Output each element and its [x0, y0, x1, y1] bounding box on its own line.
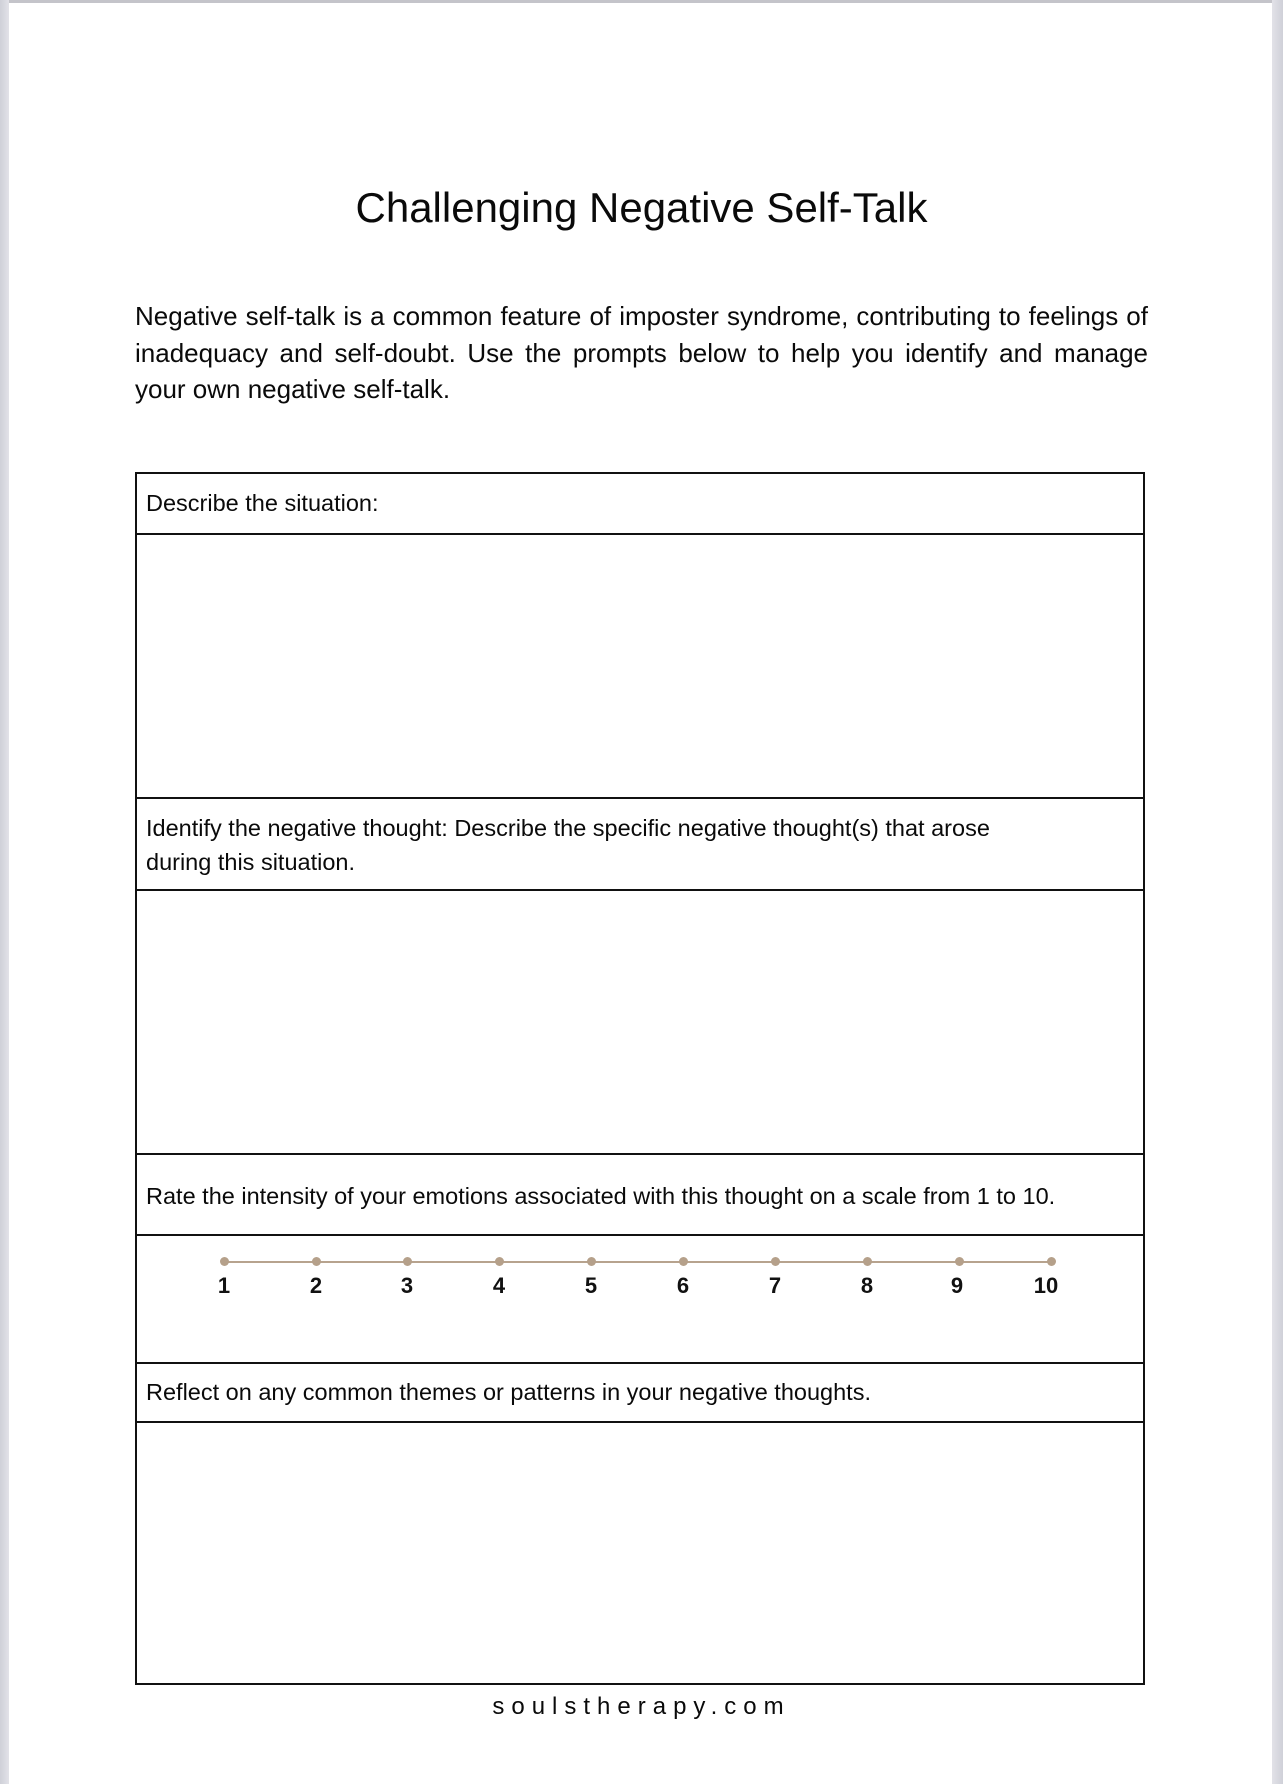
scale-point-10[interactable]: [1047, 1257, 1056, 1266]
scale-point-9[interactable]: [955, 1257, 964, 1266]
answer-field-negative-thought[interactable]: [137, 891, 1143, 1155]
prompt-label-line2: during this situation.: [146, 849, 356, 875]
scale-label-6: 6: [676, 1273, 690, 1298]
scale-label-10: 10: [1033, 1273, 1059, 1298]
prompt-rate-intensity: [137, 1155, 1143, 1236]
scale-point-5[interactable]: [587, 1257, 596, 1266]
prompt-label: Rate the intensity of your emotions associated with this thought on a scale from 1 to 10.: [146, 1183, 1056, 1209]
scale-label-4: 4: [492, 1273, 506, 1298]
scale-point-2[interactable]: [312, 1257, 321, 1266]
scale-point-7[interactable]: [771, 1257, 780, 1266]
scale-label-5: 5: [584, 1273, 598, 1298]
window-left-edge: [0, 0, 9, 1784]
footer-website: soulstherapy.com: [492, 1693, 791, 1720]
window-right-edge: [1272, 0, 1283, 1784]
scale-label-3: 3: [400, 1273, 414, 1298]
scale-point-4[interactable]: [495, 1257, 504, 1266]
scale-point-3[interactable]: [403, 1257, 412, 1266]
prompt-identify-thought: [137, 799, 1143, 891]
scale-label-8: 8: [860, 1273, 874, 1298]
scale-point-8[interactable]: [863, 1257, 872, 1266]
page-title: Challenging Negative Self-Talk: [355, 184, 928, 231]
answer-field-situation[interactable]: [137, 535, 1143, 799]
scale-label-1: 1: [217, 1273, 231, 1298]
worksheet-table: [135, 472, 1145, 1685]
scale-label-2: 2: [309, 1273, 323, 1298]
scale-label-7: 7: [768, 1273, 782, 1298]
intensity-scale-row: [137, 1236, 1143, 1364]
prompt-describe-situation: [137, 474, 1143, 535]
prompt-label: Describe the situation:: [146, 490, 379, 516]
intro-paragraph: Negative self-talk is a common feature of imposter syndrome, contributing to feelings of inadequacy and self-doubt. Use the prompts below to help you identify and manage your own negative self-talk.: [135, 301, 1148, 404]
scale-label-9: 9: [950, 1273, 964, 1298]
prompt-reflect-patterns: [137, 1364, 1143, 1423]
prompt-label-line1: Identify the negative thought: Describe the specific negative thought(s) that arose: [146, 815, 990, 841]
intensity-scale: [137, 1236, 1143, 1362]
scale-track: [224, 1261, 1051, 1263]
answer-field-patterns[interactable]: [137, 1423, 1143, 1683]
scale-point-1[interactable]: [220, 1257, 229, 1266]
prompt-label: Reflect on any common themes or patterns in your negative thoughts.: [146, 1379, 871, 1405]
scale-point-6[interactable]: [679, 1257, 688, 1266]
